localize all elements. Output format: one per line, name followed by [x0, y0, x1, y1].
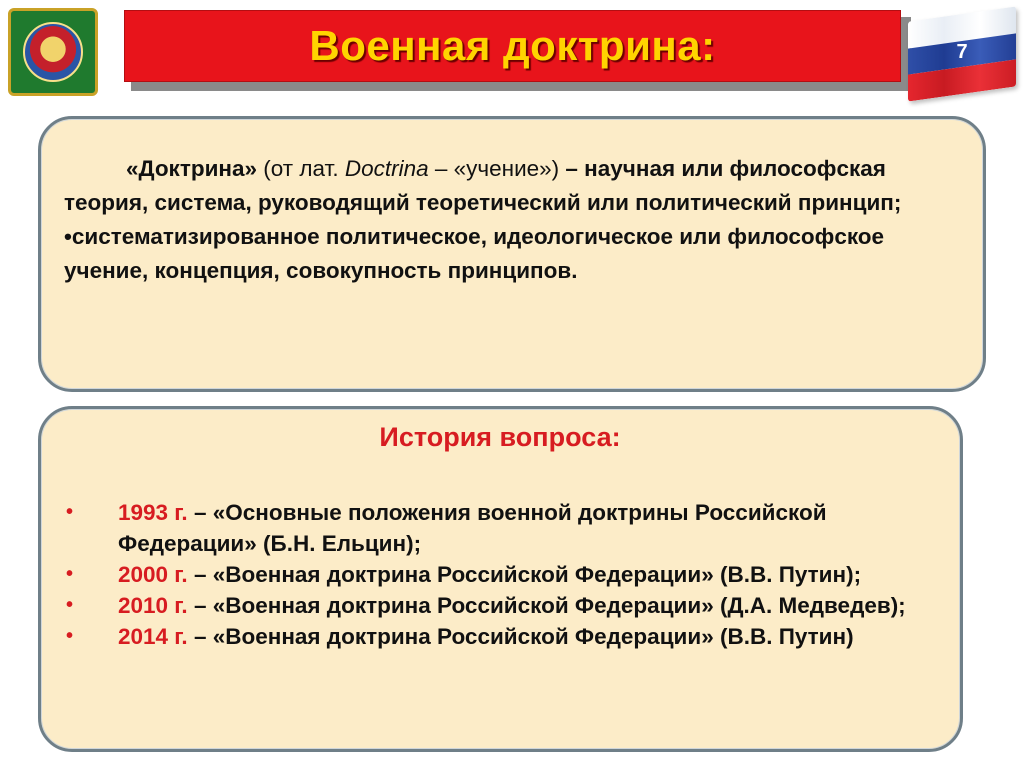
- etymology-prefix: (от лат.: [257, 156, 345, 181]
- bullet: •: [66, 501, 74, 523]
- bullet: •: [66, 625, 74, 647]
- etymology-suffix: – «учение»): [428, 156, 566, 181]
- definition-second: •систематизированное политическое, идеологическое или философское учение, концепция, совокупность принципов.: [64, 224, 885, 283]
- etymology-word: Doctrina: [344, 156, 429, 181]
- history-year: 1993 г.: [118, 500, 188, 525]
- definition-text: [64, 152, 964, 288]
- history-text: – «Военная доктрина Российской Федерации» (Д.А. Медведев);: [187, 593, 906, 618]
- military-emblem-icon: [8, 8, 98, 96]
- history-item: [64, 559, 924, 590]
- page-number: 7: [956, 41, 968, 63]
- history-list: [64, 497, 924, 652]
- history-text: – «Военная доктрина Российской Федерации» (В.В. Путин): [187, 624, 854, 649]
- history-title: История вопроса:: [379, 422, 621, 452]
- history-item: [64, 621, 924, 652]
- history-item: [64, 497, 924, 559]
- definition-paragraph: [64, 152, 964, 220]
- emblem-center: [23, 22, 83, 82]
- term: «Доктрина»: [126, 156, 258, 181]
- title-bar: [124, 10, 901, 82]
- history-item: [64, 590, 924, 621]
- history-year: 2000 г.: [118, 562, 188, 587]
- history-text: – «Военная доктрина Российской Федерации» (В.В. Путин);: [187, 562, 862, 587]
- slide-title: Военная доктрина:: [309, 22, 716, 69]
- definition-main: – научная или философская теория, система, руководящий теоретический или политический принцип;: [64, 156, 902, 215]
- history-text: – «Основные положения военной доктрины Российской Федерации» (Б.Н. Ельцин);: [118, 500, 827, 556]
- history-year: 2010 г.: [118, 593, 188, 618]
- bullet: •: [66, 594, 74, 616]
- bullet: •: [66, 563, 74, 585]
- history-year: 2014 г.: [118, 624, 188, 649]
